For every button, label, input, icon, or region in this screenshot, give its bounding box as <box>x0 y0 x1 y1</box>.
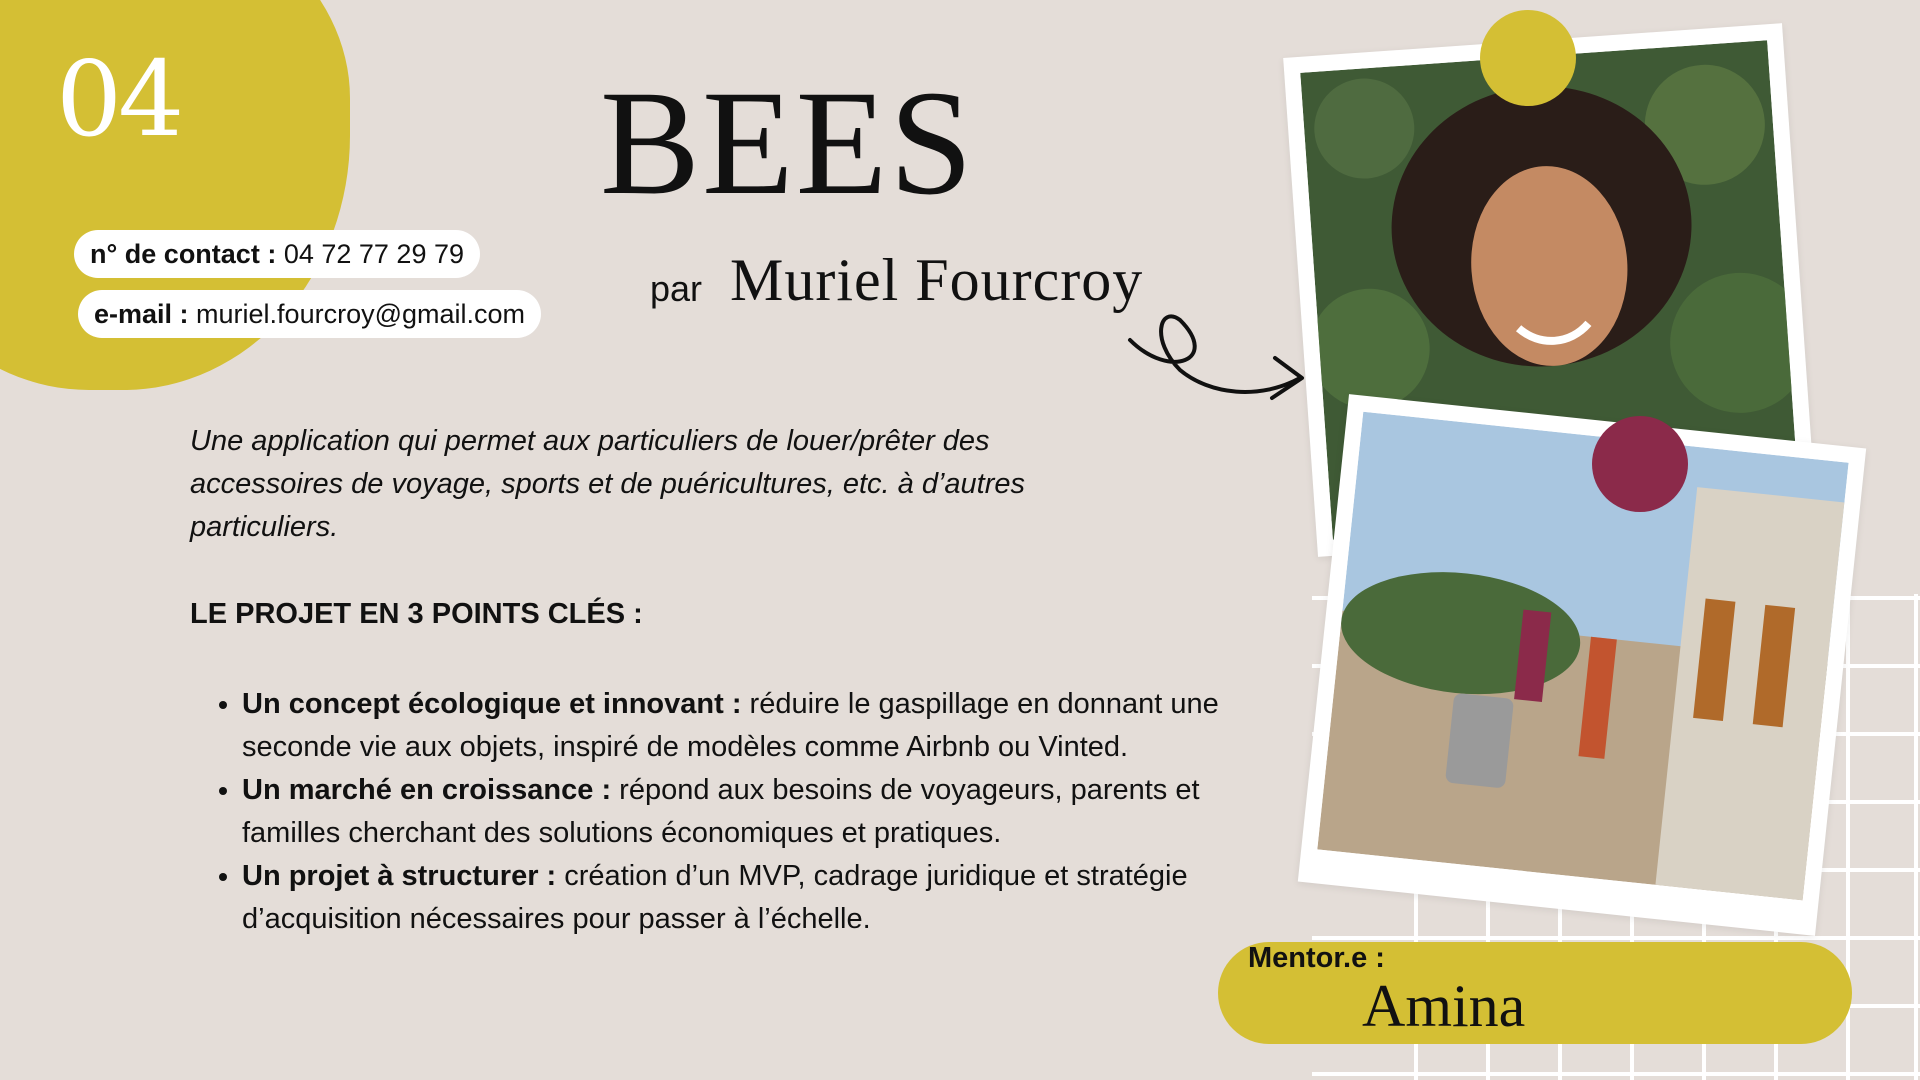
key-point-bold: Un concept écologique et innovant : <box>242 688 742 720</box>
key-point-text: réduire le gaspillage en donnant une seconde vie aux objets, inspiré de modèles comme Airbnb ou Vinted. <box>242 688 1219 763</box>
travel-photo <box>1317 412 1848 901</box>
key-points-title: LE PROJET EN 3 POINTS CLÉS : <box>190 598 643 630</box>
phone-value: 04 72 77 29 79 <box>283 239 464 269</box>
key-point-bold: Un marché en croissance : <box>242 774 612 806</box>
key-point-item <box>242 683 1252 769</box>
mentor-label: Mentor.e : <box>1248 942 1385 974</box>
key-point-item <box>242 769 1252 855</box>
key-point-bold: Un projet à structurer : <box>242 860 557 892</box>
plum-dot-decoration <box>1592 416 1688 512</box>
email-value: muriel.fourcroy@gmail.com <box>196 299 526 329</box>
author-name: Muriel Fourcroy <box>730 247 1144 313</box>
mentor-name: Amina <box>1362 973 1526 1039</box>
phone-label: n° de contact : <box>90 239 277 269</box>
key-points-list <box>190 683 1252 941</box>
project-number: 04 <box>56 38 181 160</box>
email-label: e-mail : <box>94 299 189 329</box>
yellow-dot-decoration <box>1480 10 1576 106</box>
email-contact <box>78 290 541 338</box>
key-point-item <box>242 855 1252 941</box>
project-title: BEES <box>600 60 975 226</box>
travel-photo-frame <box>1298 394 1866 936</box>
byline-par: par <box>650 268 703 309</box>
curly-arrow-icon <box>1110 300 1310 420</box>
key-point-text: création d’un MVP, cadrage juridique et stratégie d’acquisition nécessaires pour passer à l’échelle. <box>242 860 1188 935</box>
phone-contact <box>74 230 480 278</box>
project-description: Une application qui permet aux particuliers de louer/prêter des accessoires de voyage, sports et de puéricultures, etc. à d’autres particuliers. <box>190 425 1025 543</box>
key-point-text: répond aux besoins de voyageurs, parents et familles cherchant des solutions économiques et pratiques. <box>242 774 1200 849</box>
